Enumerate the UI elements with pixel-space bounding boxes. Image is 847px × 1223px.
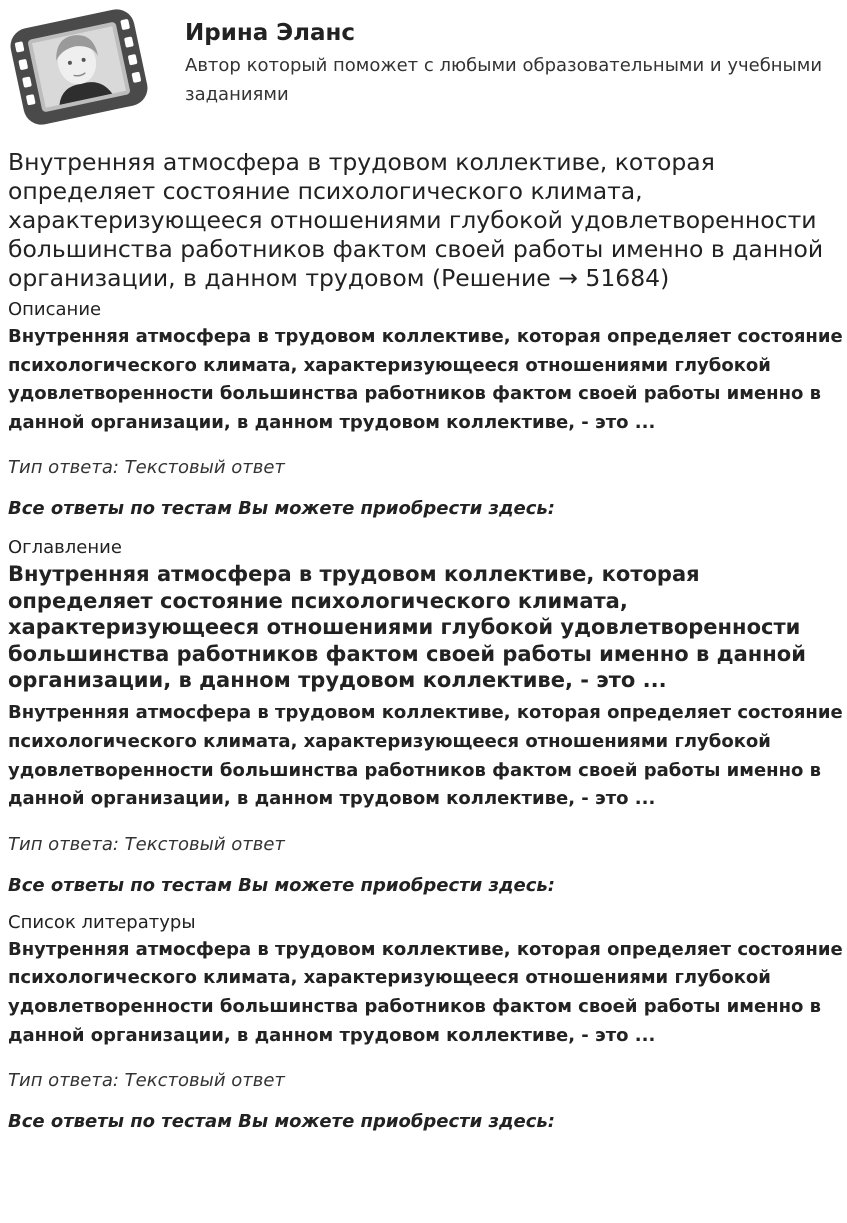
author-card [8, 8, 838, 128]
author-description: Автор который поможет с любыми образовательными и учебными заданиями [185, 55, 823, 105]
contents-heading: Внутренняя атмосфера в трудовом коллективе, которая определяет состояние психологического климата, характеризующееся отношениями глубокой удовлетворенности большинства работников фактом своей работы именно в данной организации, в данном трудовом коллективе, - это ... [8, 562, 806, 692]
answer-type: Тип ответа: Текстовый ответ [8, 457, 285, 479]
author-name: Ирина Эланс [185, 20, 356, 46]
main-content [8, 148, 844, 1133]
page-title: Внутренняя атмосфера в трудовом коллективе, которая определяет состояние психологического климата, характеризующееся отношениями глубокой удовлетворенности большинства работников фактом своей работы именно в данной организации, в данном трудовом (Решение → 51684) [8, 148, 824, 292]
section-label-literature: Список литературы [8, 911, 196, 933]
buy-answers-text: Все ответы по тестам Вы можете приобрести здесь: [8, 874, 555, 896]
contents-text: Внутренняя атмосфера в трудовом коллективе, которая определяет состояние психологического климата, характеризующееся отношениями глубокой удовлетворенности большинства работников фактом своей работы именно в данной организации, в данном трудовом коллективе, - это ... [8, 702, 843, 810]
description-text: Внутренняя атмосфера в трудовом коллективе, которая определяет состояние психологического климата, характеризующееся отношениями глубокой удовлетворенности большинства работников фактом своей работы именно в данной организации, в данном трудовом коллективе, - это ... [8, 326, 843, 433]
literature-text: Внутренняя атмосфера в трудовом коллективе, которая определяет состояние психологического климата, характеризующееся отношениями глубокой удовлетворенности большинства работников фактом своей работы именно в данной организации, в данном трудовом коллективе, - это ... [8, 938, 843, 1046]
section-label-contents: Оглавление [8, 537, 122, 559]
answer-type: Тип ответа: Текстовый ответ [8, 833, 285, 855]
section-label-description: Описание [8, 299, 102, 320]
buy-answers-text: Все ответы по тестам Вы можете приобрести здесь: [8, 498, 555, 520]
answer-type: Тип ответа: Текстовый ответ [8, 1070, 285, 1092]
author-avatar [8, 8, 150, 126]
buy-answers-text: Все ответы по тестам Вы можете приобрести здесь: [8, 1111, 555, 1133]
